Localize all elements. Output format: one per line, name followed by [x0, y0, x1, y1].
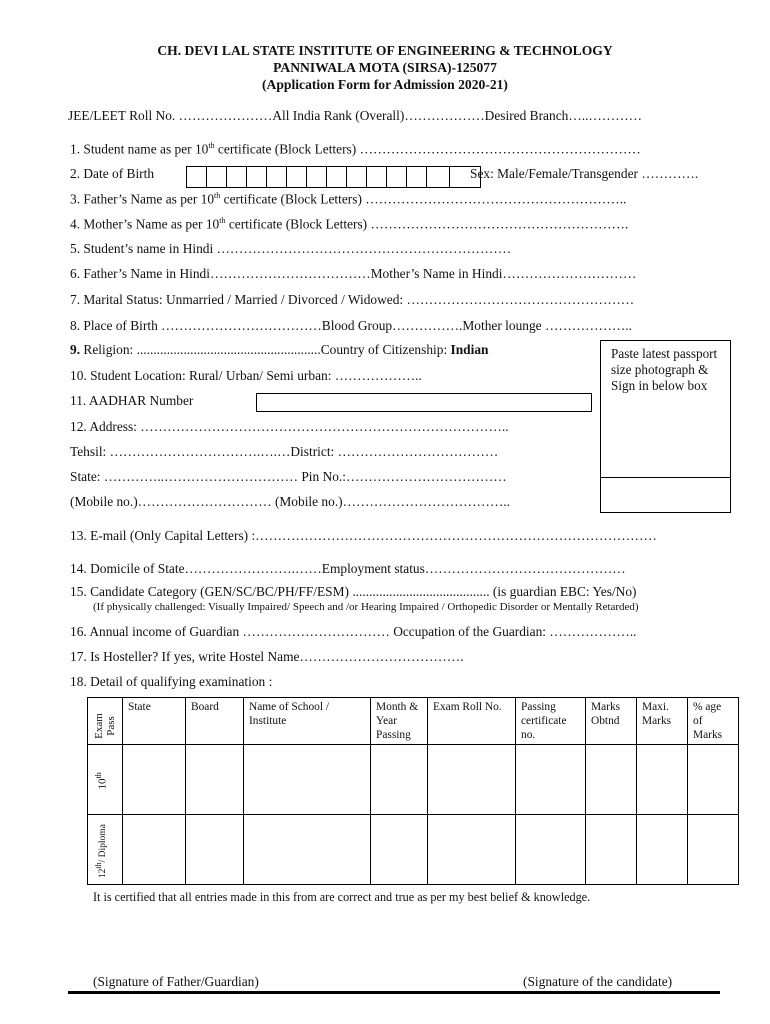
- col-marks-obtained: Marks Obtnd: [586, 698, 637, 745]
- mother-name-rest: certificate (Block Letters) ………………………………………………….: [225, 216, 629, 232]
- row-10th-label: [88, 745, 123, 815]
- qualifying-exam-heading: 18. Detail of qualifying examination :: [70, 674, 273, 689]
- sex-field[interactable]: Sex: Male/Female/Transgender ………….: [470, 166, 699, 181]
- table-cell[interactable]: [371, 745, 428, 815]
- table-cell[interactable]: [244, 745, 371, 815]
- dob-box[interactable]: [227, 167, 247, 187]
- category-note: (If physically challenged: Visually Impaired/ Speech and /or Hearing Impaired / Orthopedic Disorder or Mentally Retarded): [93, 601, 639, 613]
- guardian-signature-label: (Signature of Father/Guardian): [93, 974, 259, 989]
- address-field[interactable]: 12. Address: ………………………………………………………………………..: [70, 419, 509, 434]
- father-name-sup: th: [214, 191, 221, 200]
- table-row: [88, 745, 739, 815]
- dob-box[interactable]: [267, 167, 287, 187]
- dob-box[interactable]: [307, 167, 327, 187]
- dob-box[interactable]: [367, 167, 387, 187]
- dob-box[interactable]: [407, 167, 427, 187]
- state-field[interactable]: State: …………..………………………… Pin No.:………………………………: [70, 469, 507, 484]
- table-cell[interactable]: [186, 745, 244, 815]
- dob-box[interactable]: [207, 167, 227, 187]
- category-field[interactable]: 15. Candidate Category (GEN/SC/BC/PH/FF/ESM) ......................................... (is guardian EBC: Yes/No): [70, 584, 637, 599]
- mother-name-field[interactable]: [70, 216, 628, 232]
- religion-label: Religion: .......................................................Country of Citizenship:: [80, 342, 451, 357]
- row-12th-label: [88, 815, 123, 885]
- father-name-field[interactable]: [70, 191, 626, 207]
- col-state: State: [123, 698, 186, 745]
- dob-box[interactable]: [347, 167, 367, 187]
- aadhar-label: 11. AADHAR Number: [70, 393, 194, 408]
- form-title: (Application Form for Admission 2020-21): [262, 77, 508, 92]
- father-name-label: 3. Father’s Name as per 10: [70, 191, 215, 207]
- table-cell[interactable]: [516, 745, 586, 815]
- dob-box[interactable]: [327, 167, 347, 187]
- domicile-field[interactable]: 14. Domicile of State…………………….……Employment status………………………………………: [70, 561, 626, 576]
- dob-box[interactable]: [387, 167, 407, 187]
- col-certificate: Passing certificate no.: [516, 698, 586, 745]
- table-cell[interactable]: [586, 815, 637, 885]
- table-cell[interactable]: [428, 745, 516, 815]
- photo-box[interactable]: [600, 340, 731, 513]
- table-cell[interactable]: [371, 815, 428, 885]
- dob-boxes-1[interactable]: [186, 166, 481, 188]
- table-header-row: [88, 698, 739, 745]
- table-cell[interactable]: [688, 745, 739, 815]
- father-name-rest: certificate (Block Letters) …………………………………………………..: [220, 191, 627, 207]
- dob-label: 2. Date of Birth: [70, 166, 155, 181]
- candidate-signature-label: (Signature of the candidate): [523, 974, 673, 989]
- exam-pass-label: Exam Pass: [93, 713, 117, 739]
- col-school: Name of School / Institute: [244, 698, 371, 745]
- table-cell[interactable]: [637, 815, 688, 885]
- mother-name-label: 4. Mother’s Name as per 10: [70, 216, 220, 232]
- qualifying-exam-table: [87, 697, 739, 885]
- col-percentage: % age of Marks: [688, 698, 739, 745]
- student-name-field[interactable]: [70, 141, 641, 157]
- student-name-sup: th: [208, 141, 215, 150]
- table-cell[interactable]: [688, 815, 739, 885]
- photo-instructions: Paste latest passport size photograph & Sign in below box: [611, 346, 718, 393]
- aadhar-input[interactable]: [256, 393, 592, 412]
- birthplace-field[interactable]: 8. Place of Birth ………………………………Blood Group…………….Mother lounge ………………..: [70, 318, 633, 333]
- dob-box[interactable]: [427, 167, 450, 187]
- table-cell[interactable]: [186, 815, 244, 885]
- col-month-year: Month & Year Passing: [371, 698, 428, 745]
- dob-box[interactable]: [187, 167, 207, 187]
- table-cell[interactable]: [244, 815, 371, 885]
- mother-name-sup: th: [219, 216, 226, 225]
- mobile-field[interactable]: (Mobile no.)………………………… (Mobile no.)………………………………..: [70, 494, 511, 509]
- certification-text: It is certified that all entries made in this from are correct and true as per my best belief & knowledge.: [93, 890, 591, 904]
- col-roll-no: Exam Roll No.: [428, 698, 516, 745]
- signature-rule: [68, 991, 720, 994]
- income-field[interactable]: 16. Annual income of Guardian …………………………… Occupation of the Guardian: ………………..: [70, 624, 637, 639]
- dob-box[interactable]: [247, 167, 267, 187]
- col-board: Board: [186, 698, 244, 745]
- table-row: [88, 815, 739, 885]
- table-cell[interactable]: [586, 745, 637, 815]
- institute-address: PANNIWALA MOTA (SIRSA)-125077: [273, 60, 497, 75]
- dob-box[interactable]: [287, 167, 307, 187]
- table-cell[interactable]: [123, 745, 186, 815]
- citizenship-value: Indian: [450, 342, 489, 357]
- table-cell[interactable]: [123, 815, 186, 885]
- religion-field[interactable]: [70, 342, 488, 358]
- col-max-marks: Maxi. Marks: [637, 698, 688, 745]
- parents-hindi-field[interactable]: 6. Father’s Name in Hindi………………………………Mother’s Name in Hindi…………………………: [70, 266, 637, 281]
- row-12th-text: 12th/ Diploma: [93, 824, 109, 879]
- tehsil-field[interactable]: Tehsil: …………………………….….…District: ………………………………: [70, 444, 499, 459]
- marital-status-field[interactable]: 7. Marital Status: Unmarried / Married / Divorced / Widowed: ……………………………………………: [70, 292, 635, 307]
- student-name-rest: certificate (Block Letters) ………………………………………………………: [214, 141, 641, 157]
- student-name-label: 1. Student name as per 10: [70, 141, 209, 157]
- hindi-name-field[interactable]: 5. Student’s name in Hindi …………………………………………………………: [70, 241, 512, 256]
- location-field[interactable]: 10. Student Location: Rural/ Urban/ Semi urban: ………………..: [70, 368, 422, 383]
- institute-name: CH. DEVI LAL STATE INSTITUTE OF ENGINEERING & TECHNOLOGY: [157, 43, 613, 58]
- hostel-field[interactable]: 17. Is Hosteller? If yes, write Hostel Name……………………………….: [70, 649, 464, 664]
- sign-box-divider: [601, 477, 730, 478]
- jee-roll-line[interactable]: JEE/LEET Roll No. …………………All India Rank (Overall)………………Desired Branch…..…………: [68, 108, 642, 123]
- table-cell[interactable]: [516, 815, 586, 885]
- row-10th-text: 10th: [93, 772, 109, 790]
- religion-number: 9.: [70, 342, 81, 357]
- table-cell[interactable]: [428, 815, 516, 885]
- table-cell[interactable]: [637, 745, 688, 815]
- email-field[interactable]: 13. E-mail (Only Capital Letters) :………………………………………………………………………………: [70, 528, 657, 543]
- col-exam-pass: [88, 698, 123, 745]
